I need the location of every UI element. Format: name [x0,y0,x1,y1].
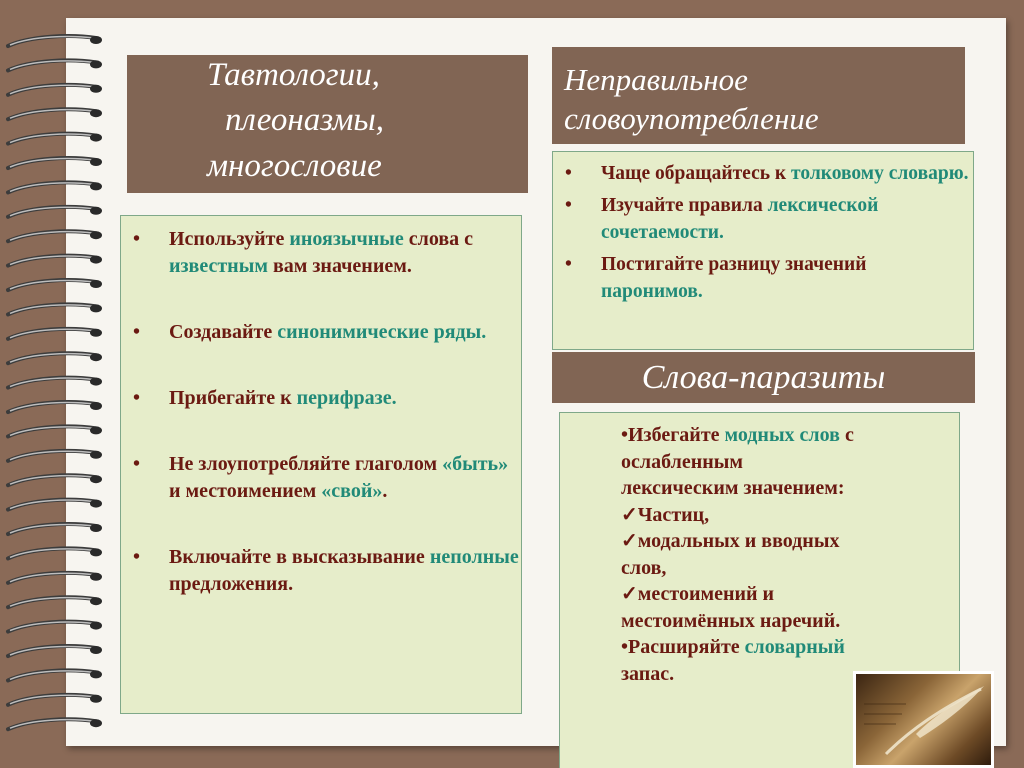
list-item [553,251,973,305]
highlighted-term: «быть» [442,453,509,475]
spiral-ring [8,85,102,95]
spiral-ring [8,597,102,607]
tip-text: предложения. [169,573,294,595]
tip-text: . [382,480,388,502]
spiral-ring [8,109,102,119]
tip-text: ✓Частиц, [621,503,710,526]
list-item [621,555,949,582]
spiral-ring [8,719,102,729]
list-item [553,192,973,246]
tip-text: слова с [403,228,474,250]
highlighted-term: паронимов. [601,281,703,302]
parasites-title: Слова-паразиты [641,359,886,396]
tip-text: запас. [621,662,675,685]
misuse-header [552,47,965,144]
spiral-ring [8,256,102,266]
spiral-ring [8,426,102,436]
spiral-ring [8,451,102,461]
tip-text: ослабленным [621,450,743,473]
spiral-ring [8,500,102,510]
tip-text: Постигайте разницу значений [601,254,867,275]
spiral-ring [8,402,102,412]
list-item [121,451,521,505]
tip-text: вам значением. [267,255,412,277]
list-item [621,634,949,661]
tip-text: •Избегайте [621,424,725,446]
tip-text: ✓модальных и вводных [621,530,840,552]
tautology-tips-list [121,226,521,598]
highlighted-term: словарный [744,636,845,658]
tip-text: Изучайте правила [601,195,768,216]
tip-text: слов, [621,556,667,579]
tip-text: лексическим значением: [621,477,845,499]
tip-text: Используйте [169,228,290,250]
tip-text: •Расширяйте [621,636,745,658]
highlighted-term: толковому словарю. [791,163,969,184]
tautology-tips-box [120,215,522,714]
highlighted-term: модных слов [724,424,840,446]
tautology-title-line: Тавтологии, [207,57,380,93]
spiral-ring [8,182,102,192]
tip-text: с [839,424,854,446]
spiral-ring [8,378,102,388]
spiral-ring [8,646,102,656]
list-item [621,528,949,555]
highlighted-term: «свой» [321,480,383,502]
misuse-tips-box [552,151,974,350]
spiral-ring [8,207,102,217]
tip-text: ✓местоимений и [621,583,775,605]
list-item [121,319,521,346]
list-item [121,544,521,598]
tautology-title-line: многословие [207,148,382,184]
list-item [121,385,521,412]
tip-text: Прибегайте к [169,387,297,409]
highlighted-term: иноязычные [289,228,404,250]
list-item [621,608,949,635]
list-item [553,160,973,187]
list-item [621,475,949,502]
list-item [621,449,949,476]
spiral-ring [8,524,102,534]
spiral-ring [8,158,102,168]
parasites-header [552,352,975,403]
misuse-title-line: словоупотребление [564,101,819,136]
spiral-ring [8,695,102,705]
spiral-ring [8,60,102,70]
list-item [121,226,521,280]
spiral-ring [8,573,102,583]
highlighted-term: перифразе. [296,387,397,409]
spiral-binding [0,0,120,768]
tip-text: Не злоупотребляйте глаголом [169,453,443,475]
spiral-ring [8,304,102,314]
spiral-ring [8,280,102,290]
tip-text: Создавайте [169,321,278,343]
tip-text: Включайте в высказывание [169,546,430,568]
spiral-ring [8,353,102,363]
tautology-header [127,55,528,193]
spiral-ring [8,134,102,144]
spiral-ring [8,36,102,46]
spiral-ring [8,231,102,241]
misuse-title-line: Неправильное [564,62,748,97]
spiral-ring [8,329,102,339]
parasites-tips-list [621,422,949,687]
tip-text: и местоимением [169,480,322,502]
list-item [621,581,949,608]
quill-parchment-image [853,671,994,768]
list-item [621,502,949,529]
list-item [621,422,949,449]
spiral-ring [8,548,102,558]
spiral-ring [8,475,102,485]
highlighted-term: неполные [429,546,519,568]
spiral-ring [8,670,102,680]
misuse-tips-list [553,160,973,305]
highlighted-term: лексической сочетаемости. [601,195,879,243]
spiral-ring [8,622,102,632]
highlighted-term: известным [169,255,268,277]
highlighted-term: синонимические ряды. [277,321,487,343]
tip-text: Чаще обращайтесь к [601,163,792,184]
tautology-title-line: плеоназмы, [225,102,385,138]
tip-text: местоимённых наречий. [621,609,841,632]
